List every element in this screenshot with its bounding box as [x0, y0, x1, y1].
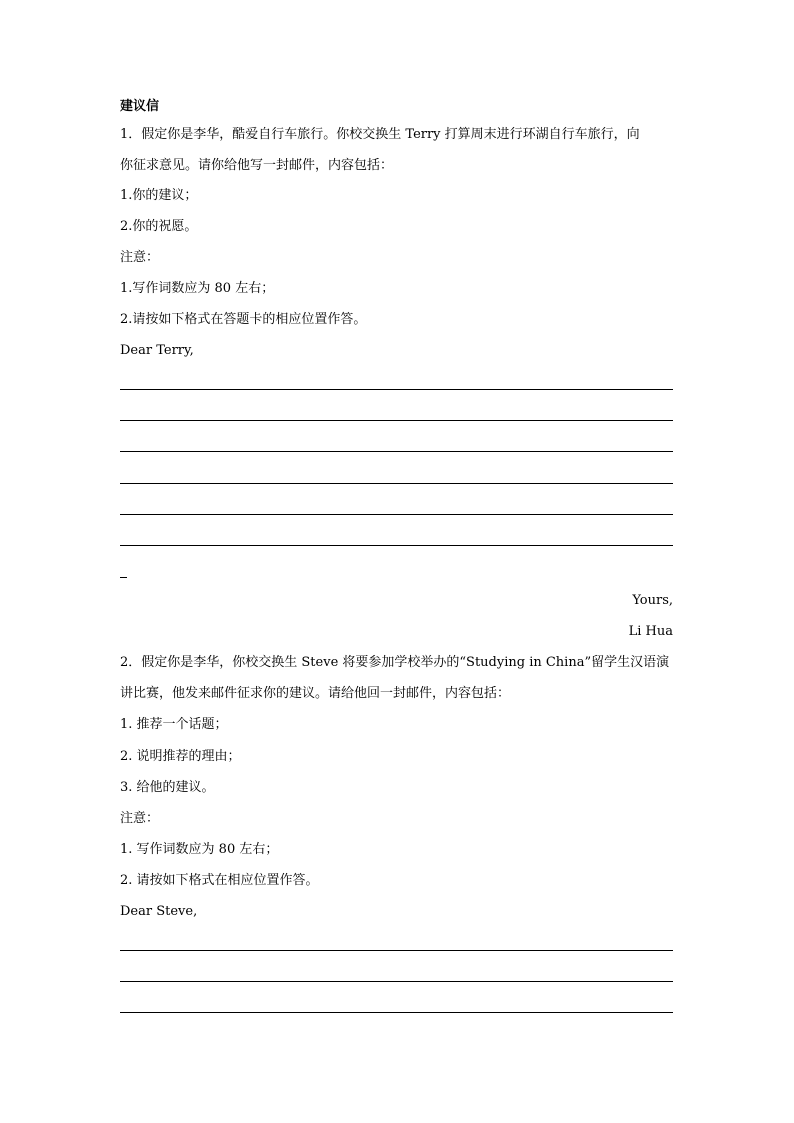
- answer-line: [120, 389, 673, 390]
- task2-point2: 2. 说明推荐的理由；: [120, 749, 241, 764]
- task1-point2: 2.你的祝愿。: [120, 219, 198, 234]
- task2-note-label: 注意：: [120, 811, 160, 826]
- task1-point1: 1.你的建议；: [120, 188, 198, 203]
- task1-greeting: Dear Terry,: [120, 343, 194, 358]
- answer-line: [120, 483, 673, 484]
- task1-signature: Li Hua: [628, 624, 673, 639]
- answer-line: [120, 950, 673, 951]
- task1-prompt-line2: 你征求意见。请你给他写一封邮件，内容包括：: [120, 158, 394, 173]
- task1-note-label: 注意：: [120, 250, 160, 265]
- task2-note2: 2. 请按如下格式在相应位置作答。: [120, 873, 319, 888]
- answer-line: [120, 1012, 673, 1013]
- answer-line-short: [120, 577, 127, 578]
- task2-note1: 1. 写作词数应为 80 左右；: [120, 842, 279, 857]
- task1-closing: Yours,: [632, 593, 673, 608]
- answer-line: [120, 981, 673, 982]
- section-title: 建议信: [120, 99, 160, 114]
- answer-line: [120, 451, 673, 452]
- answer-line: [120, 420, 673, 421]
- answer-line: [120, 514, 673, 515]
- task2-point3: 3. 给他的建议。: [120, 780, 215, 795]
- task2-prompt-line1: 2．假定你是李华，你校交换生 Steve 将要参加学校举办的“Studying in China”留学生汉语演: [120, 655, 670, 670]
- task2-greeting: Dear Steve,: [120, 904, 198, 919]
- task2-prompt-line2: 讲比赛，他发来邮件征求你的建议。请给他回一封邮件，内容包括：: [120, 686, 511, 701]
- task2-point1: 1. 推荐一个话题；: [120, 717, 228, 732]
- task1-note2: 2.请按如下格式在答题卡的相应位置作答。: [120, 312, 367, 327]
- answer-line: [120, 545, 673, 546]
- task1-prompt-line1: 1．假定你是李华，酷爱自行车旅行。你校交换生 Terry 打算周末进行环湖自行车旅行，向: [120, 127, 640, 142]
- task1-note1: 1.写作词数应为 80 左右；: [120, 281, 275, 296]
